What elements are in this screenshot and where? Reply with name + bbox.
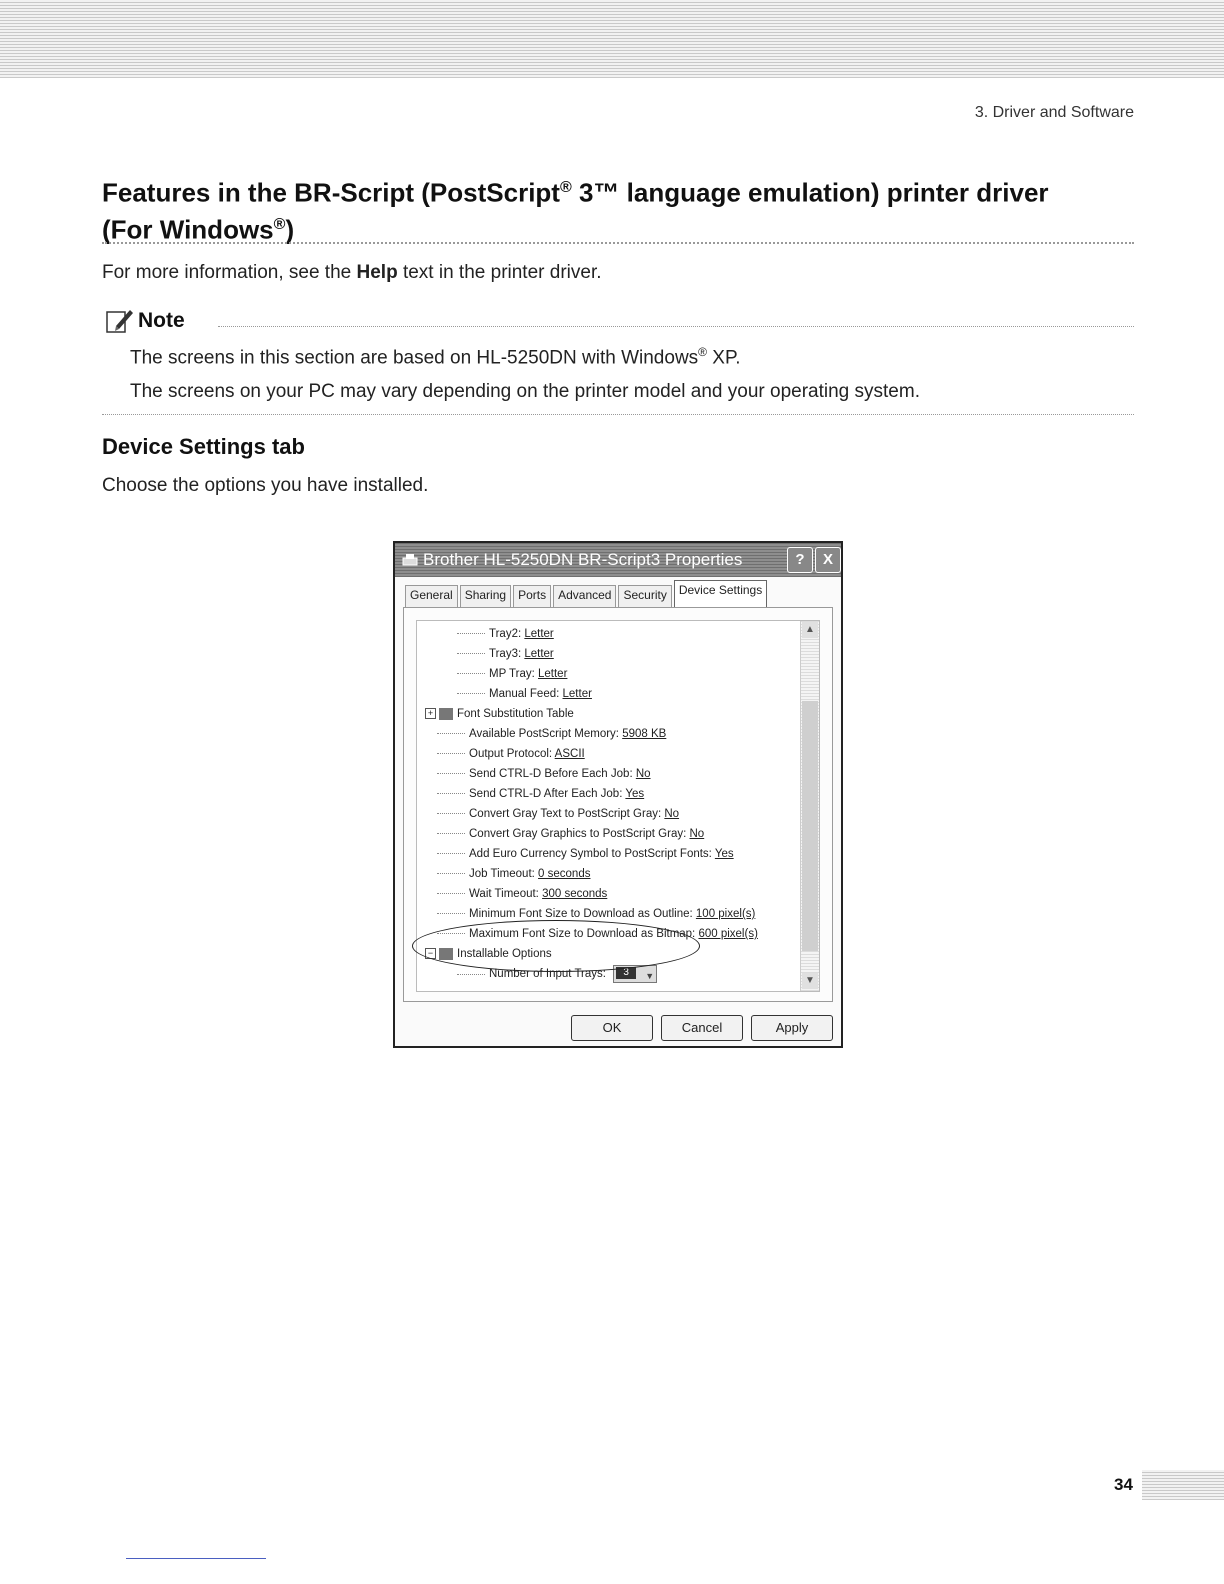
- tab-advanced[interactable]: Advanced: [553, 585, 616, 607]
- tree-item-gray-text[interactable]: Convert Gray Text to PostScript Gray: No: [437, 805, 679, 823]
- table-icon: [439, 708, 453, 720]
- chevron-down-icon: ▼: [645, 971, 655, 981]
- tab-ports[interactable]: Ports: [513, 585, 551, 607]
- dialog-titlebar[interactable]: [395, 543, 841, 577]
- tree-item-ctrl-d-after[interactable]: Send CTRL-D After Each Job: Yes: [437, 785, 644, 803]
- tab-general[interactable]: General: [405, 585, 458, 607]
- dialog-title: Brother HL-5250DN BR-Script3 Properties: [423, 550, 743, 569]
- page-tab-band: [1142, 1470, 1224, 1500]
- close-button[interactable]: X: [815, 547, 841, 573]
- note-pencil-icon: [104, 306, 134, 336]
- tree-item-mp-tray[interactable]: MP Tray: Letter: [457, 665, 567, 683]
- tree-item-euro-symbol[interactable]: Add Euro Currency Symbol to PostScript Fonts: Yes: [437, 845, 734, 863]
- input-trays-select[interactable]: 3 ▼: [613, 965, 657, 983]
- tab-strip: [405, 585, 769, 607]
- scroll-thumb[interactable]: [802, 701, 818, 951]
- subsection-text: Choose the options you have installed.: [102, 475, 429, 496]
- apply-button[interactable]: Apply: [751, 1015, 833, 1041]
- intro-text: For more information, see the Help text in the printer driver.: [102, 262, 602, 283]
- tab-security[interactable]: Security: [618, 585, 671, 607]
- tree-item-installable-options[interactable]: − Installable Options: [425, 945, 552, 963]
- note-line-2: The screens on your PC may vary depending on the printer model and your operating system.: [130, 381, 920, 402]
- header-band: [0, 0, 1224, 78]
- tree-item-output-protocol[interactable]: Output Protocol: ASCII: [437, 745, 585, 763]
- title-rule: [102, 242, 1134, 244]
- scroll-down-icon[interactable]: ▼: [802, 973, 818, 989]
- note-heading: Note: [104, 306, 185, 336]
- tree-item-tray2[interactable]: Tray2: Letter: [457, 625, 554, 643]
- tab-device-settings[interactable]: Device Settings: [674, 580, 767, 607]
- tree-item-max-font[interactable]: Maximum Font Size to Download as Bitmap: 600 pixel(s): [437, 925, 758, 943]
- note-rule: [218, 326, 1134, 327]
- device-settings-panel: [403, 607, 833, 1002]
- section-header: 3. Driver and Software: [974, 104, 1134, 121]
- note-line-1: The screens in this section are based on HL-5250DN with Windows® XP.: [130, 345, 741, 369]
- tree-item-tray3[interactable]: Tray3: Letter: [457, 645, 554, 663]
- properties-dialog: [393, 541, 843, 1048]
- tree-item-ps-memory[interactable]: Available PostScript Memory: 5908 KB: [437, 725, 666, 743]
- note-end-rule: [102, 414, 1134, 415]
- tree-item-gray-graphics[interactable]: Convert Gray Graphics to PostScript Gray: No: [437, 825, 704, 843]
- scroll-up-icon[interactable]: ▲: [802, 622, 818, 638]
- tab-sharing[interactable]: Sharing: [460, 585, 511, 607]
- help-button[interactable]: ?: [787, 547, 813, 573]
- ok-button[interactable]: OK: [571, 1015, 653, 1041]
- page-title: Features in the BR-Script (PostScript® 3™ language emulation) printer driver (For Windows®): [102, 177, 1049, 245]
- subsection-title: Device Settings tab: [102, 434, 305, 459]
- expand-icon[interactable]: +: [425, 708, 436, 719]
- footer-rule: [126, 1558, 266, 1559]
- tree-item-input-trays[interactable]: Number of Input Trays: 3 ▼: [457, 965, 657, 983]
- highlight-ellipse: [412, 920, 700, 972]
- tree-item-job-timeout[interactable]: Job Timeout: 0 seconds: [437, 865, 590, 883]
- printer-icon: [401, 551, 419, 569]
- tree-item-min-font[interactable]: Minimum Font Size to Download as Outline: 100 pixel(s): [437, 905, 755, 923]
- tree-item-font-substitution[interactable]: + Font Substitution Table: [425, 705, 574, 723]
- page-number: 34: [1114, 1475, 1133, 1494]
- tree-item-manual-feed[interactable]: Manual Feed: Letter: [457, 685, 592, 703]
- tree-item-ctrl-d-before[interactable]: Send CTRL-D Before Each Job: No: [437, 765, 651, 783]
- tree-item-wait-timeout[interactable]: Wait Timeout: 300 seconds: [437, 885, 607, 903]
- collapse-icon[interactable]: −: [425, 948, 436, 959]
- cancel-button[interactable]: Cancel: [661, 1015, 743, 1041]
- tree-scrollbar[interactable]: [800, 621, 819, 991]
